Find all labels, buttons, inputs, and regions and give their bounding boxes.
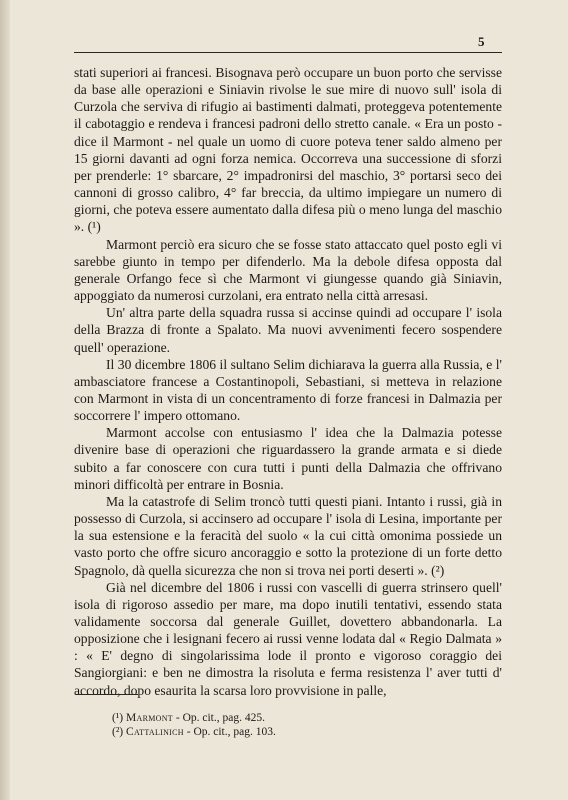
footnote-rule bbox=[76, 694, 138, 695]
footnote bbox=[112, 725, 492, 739]
paragraph: Già nel dicembre del 1806 i russi con vascelli di guerra strinsero quell' isola di rigoroso assedio per mare, ma dopo inutili tentativi, essendo stata validamente soccorsa dal generale Guillet, dovettero abbandonarla. La opposizione che i lesignani fecero ai russi venne lodata dal « Regio Dalmata » : « E' degno di singolarissima lode il pronto e vigoroso coraggio dei Sangiorgiani: e ben ne dimostra la risoluta e ferma resistenza l' aver tutti d' accordo, dopo esaurita la scarsa loro provvisione in palle, bbox=[74, 579, 502, 698]
paragraph: Marmont accolse con entusiasmo l' idea che la Dalmazia potesse divenire base di operazioni che riguardassero la grande armata e si diede subito a far conoscere con cura tutti i punti della Dalmazia che offrivano minori difficoltà per entrare in Bosnia. bbox=[74, 425, 502, 492]
footnote-reference: - Op. cit., pag. 425. bbox=[172, 712, 265, 724]
paragraph: stati superiori ai francesi. Bisognava però occupare un buon porto che servisse da base alle operazioni e Siniavin rivolse le sue mire di nuovo sull' isola di Curzola che serviva di rifugio ai bastimenti dalmati, proteggeva potentemente il cabotaggio e rendeva i francesi padroni dello stretto canale. « Era un posto - dice il Marmont - nel quale un uomo di cuore poteva tener saldo almeno per 15 giorni davanti ad ogni forza nemica. Occorreva una successione di sforzi per prenderle: 1° sbarcare, 2° impadronirsi del maschio, 3° portarsi seco dei cannoni di grosso calibro, 4° far breccia, da ultimo impiegare un numero di giorni, che poteva essere aumentato dalla difesa più o meno lunga del maschio ». (¹) bbox=[74, 65, 502, 235]
footnote bbox=[112, 711, 492, 725]
footnote-mark: (¹) bbox=[112, 712, 124, 724]
footnote-reference: - Op. cit., pag. 103. bbox=[183, 726, 276, 738]
page-edge-shadow bbox=[0, 0, 10, 800]
paragraph: Un' altra parte della squadra russa si accinse quindi ad occupare l' isola della Brazza di fronte a Spalato. Ma nuovi avvenimenti fecero sospendere quell' operazione. bbox=[74, 305, 502, 355]
footnote-author: Cattalinich bbox=[125, 726, 184, 738]
paragraph: Il 30 dicembre 1806 il sultano Selim dichiarava la guerra alla Russia, e l' ambasciatore francese a Costantinopoli, Sebastiani, si metteva in relazione con Marmont in vista di un concentramento di forze francesi in Dalmazia per soccorrere l' impero ottomano. bbox=[74, 356, 502, 424]
paragraph: Ma la catastrofe di Selim troncò tutti questi piani. Intanto i russi, già in possesso di Curzola, si accinsero ad occupare l' isola di Lesina, importante per la sua estensione e la feracità del suolo « la cui città omonima possiede un vasto porto che offre sicuro ancoraggio e sotto la protezione di un forte detto Spagnolo, dà quella sicurezza che non si trova nei porti deserti ». (²) bbox=[74, 493, 502, 578]
page-number: 5 bbox=[478, 34, 485, 49]
header-rule bbox=[74, 52, 502, 53]
body-text bbox=[74, 64, 502, 699]
footnotes bbox=[112, 711, 492, 739]
footnote-mark: (²) bbox=[112, 726, 124, 738]
paragraph: Marmont perciò era sicuro che se fosse stato attaccato quel posto egli vi sarebbe giunto in tempo per difenderlo. Ma la debole difesa opposta dal generale Orfango fece sì che Marmont vi giungesse quando già Siniavin, appoggiato da numerosi curzolani, era entrato nella città arresasi. bbox=[74, 236, 502, 304]
footnote-author: Marmont bbox=[125, 712, 173, 724]
